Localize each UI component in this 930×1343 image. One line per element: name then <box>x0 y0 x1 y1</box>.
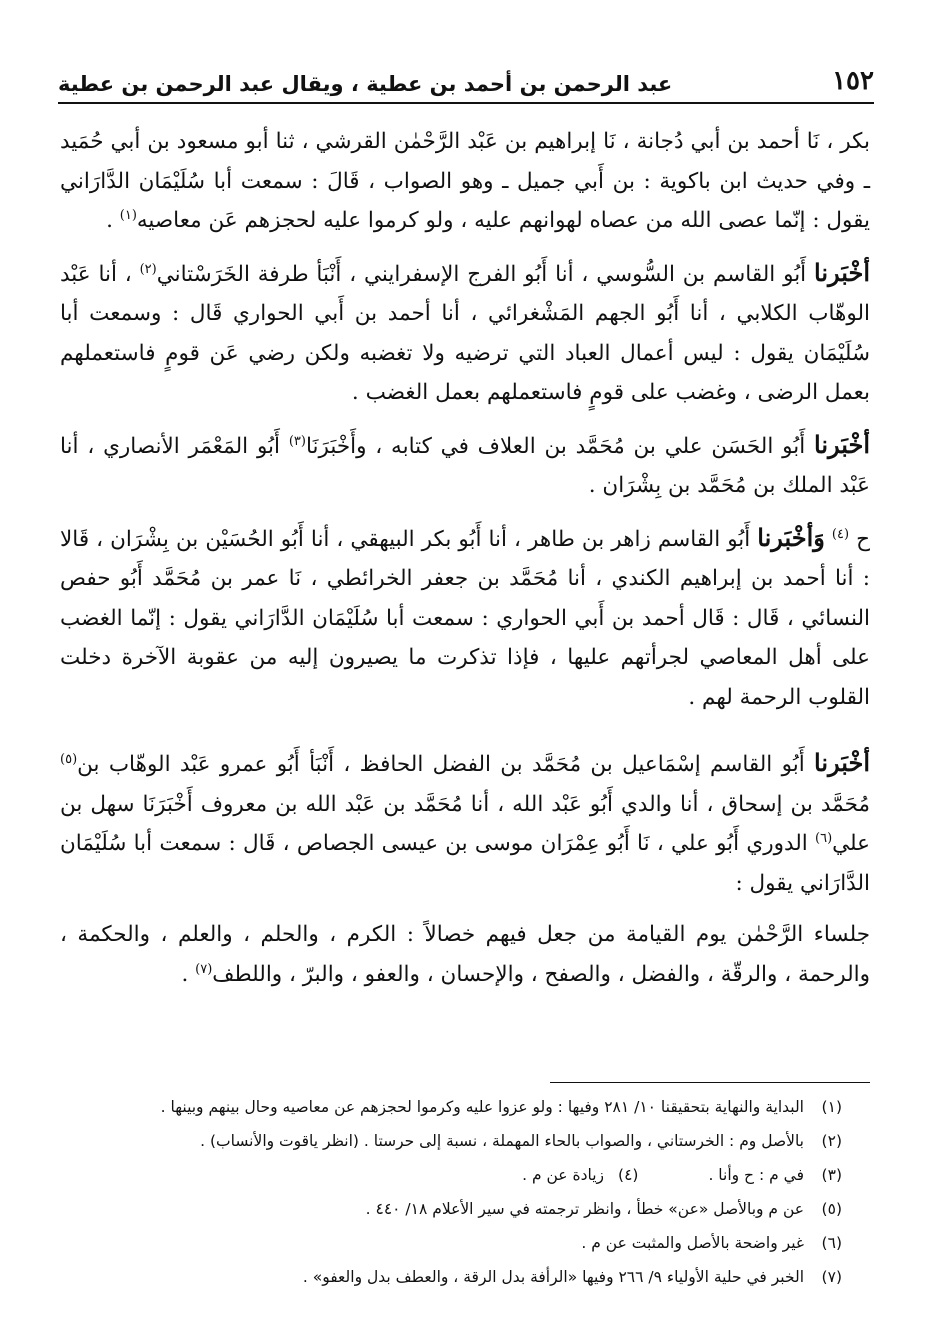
paragraph-3 <box>60 425 870 506</box>
text-line: والحكمة ، والرحمة ، والرقّة ، والفضل ، والصفح ، والإحسان ، والعفو ، والبرّ ، واللطف <box>60 922 870 987</box>
ha-prefix: ح <box>856 526 870 552</box>
footnote-number: (٢) <box>821 1132 842 1150</box>
text-line: أَبُو القاسم بن السُّوسي ، أنا أَبُو الفرج الإسفرايني ، أَنْبَأ طرفة الخَرَسْتاني <box>156 261 814 287</box>
wa-akhbarana-keyword: وَأخْبَرنا <box>757 522 825 552</box>
text-line: يقول : إنّما عصى الله من عصاه لهوانهم عليه ، ولو كرموا عليه لحجزهم عَن معاصيه <box>136 208 870 233</box>
footnote-marker: (٧) <box>195 961 213 977</box>
text-line: عَبْد الوهّاب بن <box>77 752 211 777</box>
text-line: بكر ، نَا أحمد بن أبي دُجانة ، نَا إبراهيم بن عَبْد الرَّحْمٰن القرشي ، ثنا أبو مسعود بن أبي حُمَيد <box>60 129 870 154</box>
text-line: ، أنا <box>98 261 140 287</box>
footnote-2 <box>60 1124 870 1158</box>
text-line: أَبُو الحَسَن علي بن مُحَمَّد بن العلاف في كتابه ، وأَخْبَرَنَا <box>305 433 815 459</box>
footnote-number: (٧) <box>821 1268 842 1286</box>
running-title: عبد الرحمن بن أحمد بن عطية ، ويقال عبد الرحمن بن عطية <box>58 72 673 96</box>
footnote-number: (٦) <box>821 1234 842 1252</box>
akhbarana-keyword: أخْبَرنا <box>814 429 870 459</box>
footnote-text: في م : ح وأنا . <box>708 1166 804 1184</box>
footnote-marker: (١) <box>119 207 137 223</box>
footnote-text: غير واضحة بالأصل والمثبت عن م . <box>581 1234 804 1252</box>
text-line: سُلَيْمَان يقول : ليس أعمال العباد التي ترضيه ولا تغضبه ولكن رضي عَن قومٍ فاستعملهم بعمل <box>60 340 870 405</box>
footnote-marker: (٣) <box>288 433 306 449</box>
text-line: الرضى ، وغضب على قومٍ فاستعملهم بعمل الغضب . <box>351 380 819 405</box>
footnote-5 <box>60 1192 870 1226</box>
akhbarana-keyword: أخْبَرنا <box>814 748 870 777</box>
main-text <box>60 122 870 994</box>
akhbarana-keyword: أخْبَرنا <box>814 257 870 287</box>
footnote-number: (١) <box>821 1098 842 1116</box>
text-line: . <box>106 208 120 233</box>
footnote-7 <box>60 1260 870 1294</box>
footnote-text: البداية والنهاية بتحقيقنا ١٠/ ٢٨١ وفيها : ولو عزوا عليه وكرموا لحجزهم عن معاصيه وحال بينهم وبينها . <box>160 1098 804 1116</box>
text-line: أَبُو القاسم زاهر بن طاهر ، أنا أَبُو بكر البيهقي ، أنا أَبُو الحُسَيْن بن <box>175 526 758 552</box>
footnote-4-text: زيادة عن م . <box>522 1166 604 1184</box>
text-line: مُحَمَّد بن إسحاق ، أنا والدي أَبُو عَبْد الله ، أنا مُحَمَّد بن عَبْد الله بن <box>275 791 870 817</box>
text-line: جلساء الرَّحْمٰن يوم القيامة من جعل فيهم خصالاً : الكرم ، والحلم ، والعلم ، <box>160 922 870 947</box>
text-line: ـ وفي حديث ابن باكوية : بن أَبي جميل ـ وهو الصواب ، قَالَ : سمعت أبا سُلَيْمَان الدَّارَاني <box>60 168 870 194</box>
paragraph-1 <box>60 122 870 241</box>
text-line: . <box>181 961 196 987</box>
footnote-marker: (٥) <box>60 751 78 767</box>
text-line: عَبْد الوهّاب الكلابي ، أنا أَبُو الجهم المَشْغرائي ، أنا أحمد بن أَبي الحواري قَال : وسمعت أبا <box>60 261 870 326</box>
paragraph-5 <box>60 743 870 903</box>
text-line: قَال : سمعت أبا سُلَيْمَان الدَّارَاني يقول : <box>60 831 870 896</box>
paragraph-6 <box>60 915 870 994</box>
text-line: الدوري أَبُو علي ، نَا أَبُو عِمْرَان موسى بن عيسى الجصاص ، <box>282 831 815 856</box>
footnote-marker: (٦) <box>815 830 833 846</box>
footnote-number: (٣) <box>821 1166 842 1184</box>
text-line: أَبُو القاسم إسْمَاعيل بن مُحَمَّد بن الفضل الحافظ ، أَنْبَأ أَبُو عمرو <box>219 752 815 777</box>
footnote-text: الخبر في حلية الأولياء ٩/ ٢٦٦ وفيها «الرأفة بدل الرقة ، والعطف بدل والعفو» . <box>302 1268 804 1286</box>
page-header <box>58 60 874 104</box>
text-line: أَبُو المَعْمَر <box>188 433 289 459</box>
text-line: الغضب على أهل المعاصي لجرأتهم عليها ، فإذا تذكرت ما يصيرون إليه من عقوبة الآخرة <box>60 605 870 670</box>
text-line: أَبُو حفص النسائي ، قَال : قَال أحمد بن أَبي الحواري : سمعت أبا سُلَيْمَان الدَّارَاني يقول : إنّما <box>60 566 871 631</box>
footnote-marker: (٤) <box>831 526 850 542</box>
footnote-3 <box>60 1158 870 1192</box>
paragraph-2 <box>60 253 870 413</box>
footnote-1 <box>60 1090 870 1124</box>
footnote-text: عن م وبالأصل «عن» خطأ ، وانظر ترجمته في سير الأعلام ١٨/ ٤٤٠ . <box>365 1200 804 1218</box>
footnote-divider <box>550 1082 870 1083</box>
page-number: ١٥٢ <box>832 66 874 96</box>
footnote-6 <box>60 1226 870 1260</box>
text-line: الأنصاري ، أنا عَبْد الملك بن مُحَمَّد بن بِشْرَان . <box>60 433 870 498</box>
footnote-4-number: (٤) <box>618 1166 639 1184</box>
paragraph-4 <box>60 518 870 718</box>
footnotes <box>60 1090 870 1294</box>
text-line: بِشْرَان ، قَالا : أنا أحمد بن إبراهيم الكندي ، أنا مُحَمَّد بن جعفر الخرائطي ، نَا عمر بن مُحَمَّد <box>60 526 871 591</box>
footnote-text: بالأصل وم : الخرستاني ، والصواب بالحاء المهملة ، نسبة إلى حرستا . (انظر ياقوت والأنساب) . <box>200 1132 804 1150</box>
footnote-marker: (٢) <box>139 261 157 277</box>
footnote-number: (٥) <box>821 1200 842 1218</box>
text-line: دخلت القلوب الرحمة لهم . <box>60 645 870 710</box>
text-line: معروف أَخْبَرَنَا سهل بن علي <box>60 791 871 856</box>
